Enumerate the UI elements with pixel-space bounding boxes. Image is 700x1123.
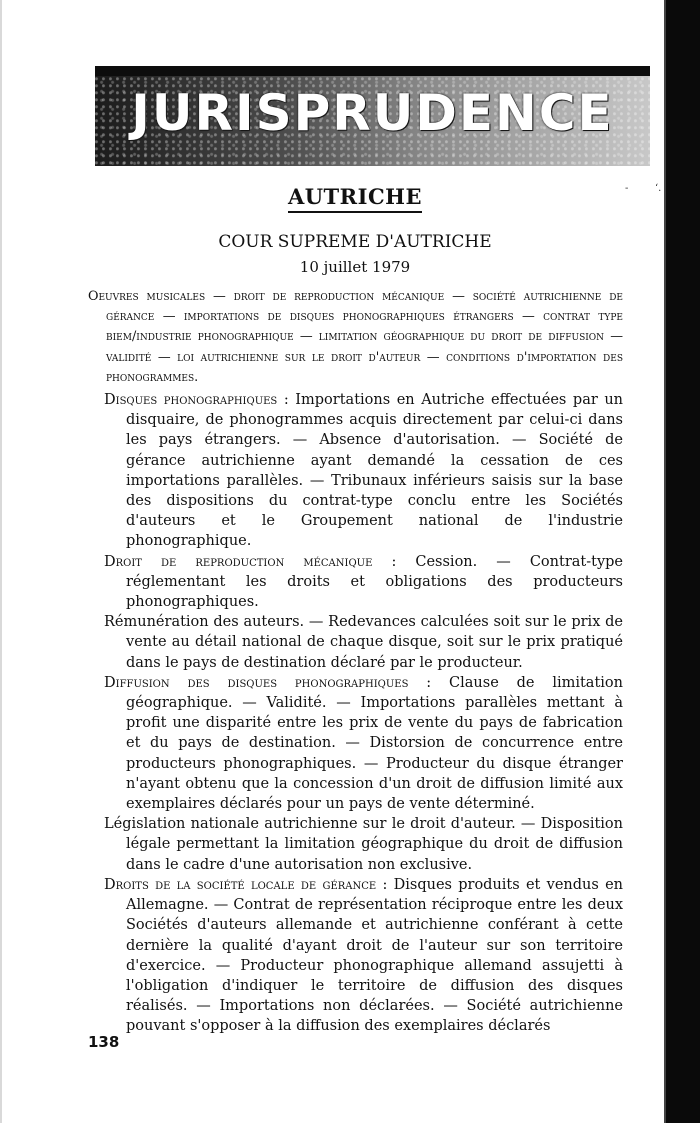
page-number: 138 [88, 1033, 120, 1051]
paragraph-separator: : [372, 553, 416, 570]
paragraph-lead: Disques phonographiques [104, 392, 278, 409]
summary-paragraph [88, 875, 623, 1037]
summary-paragraph [88, 673, 623, 814]
paragraph-separator: : [408, 674, 450, 691]
paragraph-lead: Droits de la société locale de gérance [104, 876, 377, 893]
scan-speck: - [625, 183, 629, 194]
paragraph-separator: : [376, 876, 394, 893]
paragraph-lead: Diffusion des disques phonographiques [104, 674, 409, 691]
paragraph-lead: Droit de reproduction mécanique [104, 553, 373, 570]
paragraph-text: Disques produits et vendus en Allemagne. — Contrat de représentation réciproque entre les deux Sociétés d'auteurs allemande et autrichienne conférant à cette dernière la qualité d'ayant droit de l'auteur sur son territoire d'exercice. — Producteur phonographique allemand assujetti à l'obligation d'indiquer le territoire de diffusion des disques réalisés. — Importations non déclarées. — Société autrichienne pouvant s'opposer à la diffusion des exemplaires déclarés [126, 876, 623, 1035]
summary-paragraph [88, 814, 623, 875]
headnote-keywords: Oeuvres musicales — droit de reproduction mécanique — société autrichienne de gérance — importations de disques phonographiques étrangers — contrat type biem/industrie phonographique — limitation géographique du droit de diffusion — validité — loi autrichienne sur le droit d'auteur — conditions d'importation des phonogrammes. [88, 289, 623, 385]
country-heading [0, 184, 700, 209]
banner-title: JURISPRUDENCE [131, 84, 614, 142]
country-title: AUTRICHE [288, 184, 422, 213]
paragraph-text: Clause de limitation géographique. — Validité. — Importations parallèles mettant à profit une disparité entre les prix de vente du pays de fabrication et du pays de destination. — Distorsion de concurrence entre producteurs phonographiques. — Producteur du disque étranger n'ayant obtenu que la concession d'un droit de diffusion limité aux exemplaires déclarés pour un pays de vente déterminé. [126, 674, 623, 813]
decision-date: 10 juillet 1979 [299, 258, 411, 276]
paragraph-text: Législation nationale autrichienne sur le droit d'auteur. — Disposition légale permettant la limitation géographique du droit de diffusion dans le cadre d'une autorisation non exclusive. [104, 816, 623, 873]
section-banner [95, 66, 650, 166]
summary-paragraph [88, 390, 623, 552]
summary-paragraph [88, 612, 623, 673]
scan-right-edge-line [664, 0, 666, 1123]
scan-right-edge [666, 0, 700, 1123]
paragraph-separator: : [277, 392, 296, 409]
scan-left-edge [0, 0, 2, 1123]
scan-speck: ‘. [655, 183, 662, 194]
court-name: COUR SUPREME D'AUTRICHE [218, 232, 492, 252]
paragraph-text: Importations en Autriche effectuées par un disquaire, de phonogrammes acquis directement par celui-ci dans les pays étrangers. — Absence d'autorisation. — Société de gérance autrichienne ayant demandé la cessation de ces importations parallèles. — Tribunaux inférieurs saisis sur la base des dispositions du contrat-type conclu entre les Sociétés d'auteurs et le Groupement national de l'industrie phonographique. [126, 392, 624, 550]
article-body [88, 287, 623, 1037]
paragraph-text: Cession. — Contrat-type réglementant les droits et obligations des producteurs phonographiques. [126, 553, 624, 611]
paragraph-text: Rémunération des auteurs. — Redevances calculées soit sur le prix de vente au détail national de chaque disque, soit sur le prix pratiqué dans le pays de destination déclaré par le producteur. [104, 614, 623, 671]
summary-paragraph [88, 552, 623, 613]
